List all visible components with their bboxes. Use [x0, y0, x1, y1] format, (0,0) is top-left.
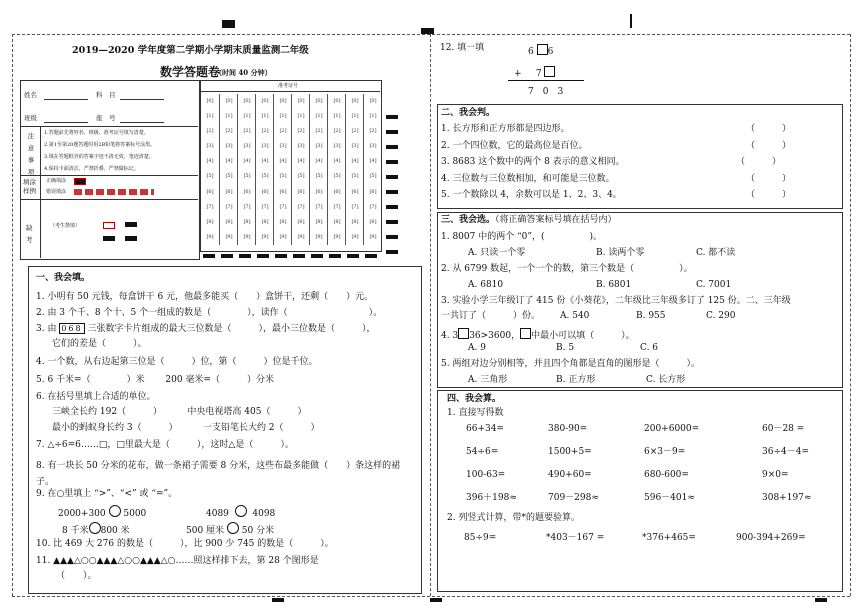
exam-id-digit[interactable]: [5] [315, 173, 323, 180]
exam-id-digit[interactable]: [0] [369, 98, 377, 104]
choice-5: 5. 两组对边分别相等，并且四个角都是直角的图形是（ ）。 [441, 359, 700, 369]
exam-id-column[interactable] [327, 94, 346, 245]
absent-sample-mark [125, 236, 137, 241]
exam-id-digit[interactable]: [4] [225, 158, 233, 165]
note-line-3: 3.填在答题框外的答案字迹不清无效，笔迹清楚。 [44, 154, 154, 160]
exam-id-digit[interactable]: [6] [261, 188, 269, 195]
vertical-calc-4: 900-394+269= [736, 533, 806, 543]
compare-circle[interactable] [227, 522, 239, 534]
addition-row-1: 6 6 [528, 44, 553, 57]
wrong-fill-label: 错误填涂 [46, 189, 67, 195]
exam-id-digit[interactable]: [6] [315, 188, 323, 195]
compare-row-2b: 500 厘米 50 分米 [186, 522, 274, 536]
name-field[interactable] [44, 99, 88, 100]
exam-id-digit[interactable]: [9] [206, 233, 214, 240]
calc-item: 396＋198≈ [466, 493, 517, 503]
exam-id-digit[interactable]: [3] [297, 143, 305, 150]
registration-mark [630, 14, 632, 28]
exam-id-column[interactable] [219, 94, 238, 245]
answer-paren[interactable]: （ ） [746, 190, 792, 200]
blank-box[interactable] [520, 328, 531, 339]
choice-4: 4. 3 36>3600， 中最小可以填（ ）。 [441, 328, 635, 341]
choice-3-c[interactable]: C. 290 [706, 311, 736, 321]
answer-paren[interactable]: （ ） [746, 124, 792, 134]
judge-item: 5. 一个数除以 4，余数可以是 1、2、3、4。 [441, 190, 622, 200]
exam-id-digit[interactable]: [0] [351, 98, 359, 104]
grid-right-marks [386, 115, 398, 257]
wrong-fill-marks [74, 189, 154, 195]
choice-2-b[interactable]: B. 6801 [596, 280, 632, 290]
exam-id-digit[interactable]: [2] [351, 128, 359, 135]
frame-bottom [12, 596, 850, 597]
exam-id-digit[interactable]: [9] [333, 233, 341, 240]
exam-id-digit[interactable]: [0] [279, 98, 287, 104]
blank-box[interactable] [458, 328, 469, 339]
frame-left [12, 34, 13, 596]
exam-id-digit[interactable]: [7] [333, 203, 341, 210]
page-subtitle: 数学答题卷 [160, 65, 221, 79]
exam-id-digit[interactable]: [1] [315, 113, 323, 120]
exam-id-digit[interactable]: [3] [243, 143, 251, 150]
frame-middle [430, 34, 431, 596]
choose-heading: 三、我会选。（将正确答案标号填在括号内） [441, 215, 617, 225]
exam-id-digit[interactable]: [4] [261, 158, 269, 165]
exam-id-digit[interactable]: [1] [261, 113, 269, 120]
compare-row-1: 2000+300 5000 [58, 505, 146, 519]
exam-id-digit[interactable]: [6] [297, 188, 305, 195]
calc-item: 308+197≈ [762, 493, 812, 503]
calc-item: 596－401≈ [644, 493, 695, 503]
exam-id-digit[interactable]: [2] [206, 128, 214, 135]
absent-sample-mark [125, 222, 137, 227]
blank-box[interactable] [544, 66, 555, 77]
exam-id-column[interactable] [273, 94, 292, 245]
choice-5-b[interactable]: B. 正方形 [556, 375, 596, 385]
exam-id-column[interactable] [291, 94, 310, 245]
exam-id-digit[interactable]: [3] [315, 143, 323, 150]
exam-id-digit[interactable]: [5] [279, 173, 287, 180]
question-2: 2. 由 3 个千、8 个十、5 个一组成的数是（ ），读作（ ）。 [36, 308, 383, 318]
absent-sample-mark [103, 236, 115, 241]
choice-1-c[interactable]: C. 都不读 [696, 248, 736, 258]
choice-3-cont: 一共订了（ ）份。 [441, 311, 541, 321]
exam-id-digit[interactable]: [7] [225, 203, 233, 210]
exam-id-digit[interactable]: [6] [225, 188, 233, 195]
exam-id-digit[interactable]: [8] [297, 218, 305, 225]
exam-id-digit[interactable]: [1] [333, 113, 341, 120]
judge-item: 4. 三位数与三位数相加，和可能是三位数。 [441, 173, 615, 184]
registration-mark [815, 598, 827, 602]
correct-fill-label: 正确填涂 [46, 178, 67, 184]
exam-id-digit[interactable]: [0] [225, 98, 233, 104]
digit-cards: 068 [61, 324, 83, 333]
exam-id-digit[interactable]: [7] [206, 203, 214, 210]
grid-bottom-marks [203, 254, 381, 258]
exam-id-digit[interactable]: [7] [279, 203, 287, 210]
compare-circle[interactable] [109, 505, 121, 517]
exam-id-digit[interactable]: [9] [351, 233, 359, 240]
choice-1-a[interactable]: A. 只读一个零 [468, 248, 526, 258]
compare-row-1b: 4089 4098 [206, 505, 275, 519]
exam-id-digit[interactable]: [9] [225, 233, 233, 240]
choice-1: 1. 8007 中的两个 “0”，( )。 [441, 232, 603, 242]
exam-id-digit[interactable]: [5] [351, 173, 359, 180]
exam-id-digit[interactable]: [8] [279, 218, 287, 225]
choice-2: 2. 从 6799 数起，一个一个的数，第三个数是（ ）。 [441, 264, 693, 274]
calc-sub-1: 1. 直接写得数 [447, 408, 504, 418]
judge-item: 2. 一个四位数，它的最高位是百位。 [441, 140, 588, 151]
exam-id-digit[interactable]: [8] [333, 218, 341, 225]
exam-id-column[interactable] [237, 94, 256, 245]
exam-id-digit[interactable]: [5] [333, 173, 341, 180]
calc-item: 54÷6= [466, 447, 499, 457]
question-4: 4. 一个数，从右边起第三位是（ ）位，第（ ）位是千位。 [36, 357, 318, 367]
exam-id-digit[interactable]: [8] [369, 218, 377, 225]
exam-id-digit[interactable]: [7] [297, 203, 305, 210]
frame-top [12, 34, 850, 35]
note-line-2: 2.第1至第20题答题时用2B铅笔将答案标号涂黑。 [44, 142, 156, 148]
exam-id-digit[interactable]: [5] [225, 173, 233, 180]
choice-3-b[interactable]: B. 955 [636, 311, 666, 321]
exam-id-digit[interactable]: [6] [279, 188, 287, 195]
section-calc-box [437, 390, 843, 592]
exam-id-digit[interactable]: [4] [315, 158, 323, 165]
calc-item: 490+60= [548, 470, 592, 480]
section-heading: 一、我会填。 [36, 273, 91, 283]
exam-id-digit[interactable]: [2] [279, 128, 287, 135]
vertical-calc-3: *376+465= [642, 533, 696, 543]
choice-2-c[interactable]: C. 7001 [696, 280, 732, 290]
registration-mark [430, 598, 442, 602]
exam-id-digit[interactable]: [3] [206, 143, 214, 150]
registration-mark [222, 20, 235, 28]
choice-4-a[interactable]: A. 9 [468, 343, 486, 353]
exam-id-digit[interactable]: [2] [225, 128, 233, 135]
exam-id-digit[interactable]: [8] [315, 218, 323, 225]
exam-id-digit[interactable]: [9] [297, 233, 305, 240]
registration-mark [272, 598, 284, 602]
question-6: 6. 在括号里填上合适的单位。 [36, 392, 156, 402]
exam-id-digit[interactable]: [3] [369, 143, 377, 150]
seat-field[interactable] [120, 122, 164, 123]
exam-id-digit[interactable]: [7] [369, 203, 377, 210]
exam-id-digit[interactable]: [4] [297, 158, 305, 165]
compare-circle[interactable] [89, 522, 101, 534]
exam-id-digit[interactable]: [4] [369, 158, 377, 165]
exam-id-digit[interactable]: [0] [297, 98, 305, 104]
calc-item: 709－298≈ [548, 493, 599, 503]
time-note: （时间 40 分钟） [215, 68, 272, 77]
exam-id-digit[interactable]: [9] [315, 233, 323, 240]
name-label: 姓名 [24, 91, 37, 99]
exam-id-digit[interactable]: [0] [315, 98, 323, 104]
calc-item: 9×0= [762, 470, 789, 480]
exam-id-digit[interactable]: [1] [351, 113, 359, 120]
calc-item: 380-90= [548, 424, 588, 434]
calc-item: 36÷4－4= [762, 447, 809, 457]
exam-id-digit[interactable]: [4] [351, 158, 359, 165]
exam-id-column[interactable] [201, 94, 219, 245]
question-1: 1. 小明有 50 元钱，每盒饼干 6 元，他最多能买（ ）盒饼干，还剩（ ）元。 [36, 292, 374, 302]
fill-sample-label: 填涂样例 [23, 178, 36, 195]
exam-id-column[interactable] [345, 94, 364, 245]
exam-id-digit[interactable]: [0] [243, 98, 251, 104]
exam-id-digit[interactable]: [5] [206, 173, 214, 180]
exam-id-column[interactable] [363, 94, 382, 245]
exam-id-digit[interactable]: [1] [297, 113, 305, 120]
question-5: 5. 6 千米=（ ）米 200 毫米=（ ）分米 [36, 375, 275, 385]
absent-note: （考生禁填） [50, 223, 81, 229]
exam-id-rule [200, 91, 380, 92]
absent-divider [20, 199, 198, 200]
frame-right [850, 34, 851, 596]
exam-id-digit[interactable]: [8] [206, 218, 214, 225]
addition-result: 7 0 3 [528, 87, 564, 97]
calc-item: 680-600= [644, 470, 689, 480]
choice-5-a[interactable]: A. 三角形 [468, 375, 508, 385]
absent-label: 缺考 [26, 224, 33, 244]
question-7: 7. △÷6=6……□，□里最大是（ ），这时△是（ ）。 [36, 440, 294, 450]
choice-5-c[interactable]: C. 长方形 [646, 375, 686, 385]
calc-item: 6×3－9= [644, 447, 686, 457]
exam-id-digit[interactable]: [5] [243, 173, 251, 180]
question-9: 9. 在○里填上 “>”、“<” 或 “=”。 [36, 489, 178, 499]
calc-item: 100-63= [466, 470, 506, 480]
exam-id-digit[interactable]: [6] [243, 188, 251, 195]
question-12: 12. 填一填 [440, 43, 485, 53]
choice-4-b[interactable]: B. 5 [556, 343, 575, 353]
question-6b: 最小的蚂蚁身长约 3（ ） 一支铅笔长大约 2（ ） [52, 423, 320, 433]
question-8: 8. 有一块长 50 分米的花布，做一条裙子需要 8 分米，这些布最多能做（ ）条这样的裙子。 [36, 461, 401, 487]
exam-id-digit[interactable]: [5] [297, 173, 305, 180]
vertical-calc-2: *403－167 = [546, 533, 605, 543]
question-6a: 三峡全长约 192（ ） 中央电视塔高 405（ ） [52, 407, 307, 417]
exam-id-digit[interactable]: [7] [243, 203, 251, 210]
correct-fill-mark [74, 178, 86, 185]
exam-id-digit[interactable]: [3] [279, 143, 287, 150]
exam-id-digit[interactable]: [1] [369, 113, 377, 120]
calc-item: 200+6000= [644, 424, 700, 434]
addition-line [508, 80, 584, 81]
calc-heading: 四、我会算。 [447, 394, 502, 404]
class-field[interactable] [44, 122, 88, 123]
exam-id-digit[interactable]: [4] [206, 158, 214, 165]
choice-2-a[interactable]: A. 6810 [468, 280, 504, 290]
exam-id-digit[interactable]: [3] [351, 143, 359, 150]
page-title: 2019—2020 学年度第二学期小学期末质量监测二年级 [72, 45, 309, 56]
exam-id-digit[interactable]: [2] [315, 128, 323, 135]
compare-row-2: 8 千米 800 米 [62, 522, 130, 536]
calc-item: 60－28 = [762, 424, 805, 434]
class-label: 班级 [24, 114, 37, 122]
exam-id-digit[interactable]: [1] [206, 113, 214, 120]
exam-id-digit[interactable]: [4] [279, 158, 287, 165]
compare-circle[interactable] [235, 505, 247, 517]
exam-id-digit[interactable]: [0] [333, 98, 341, 104]
exam-id-digit[interactable]: [3] [261, 143, 269, 150]
question-10: 10. 比 469 大 276 的数是（ ），比 900 少 745 的数是（ ）。 [36, 539, 334, 549]
answer-paren[interactable]: （ ） [736, 157, 782, 167]
calc-item: 1500+5= [548, 447, 592, 457]
choice-3-a[interactable]: A. 540 [560, 311, 590, 321]
exam-id-column[interactable] [255, 94, 274, 245]
exam-id-digit[interactable]: [1] [225, 113, 233, 120]
question-11-cont: （ ）。 [56, 571, 97, 581]
vertical-calc-1: 85÷9= [464, 533, 497, 543]
exam-id-column[interactable] [309, 94, 328, 245]
note-line-4: 4.保持卡面清洁，严禁折叠，严禁做标记。 [44, 166, 139, 172]
exam-id-digit[interactable]: [9] [369, 233, 377, 240]
exam-id-digit[interactable]: [5] [261, 173, 269, 180]
exam-id-digit[interactable]: [0] [261, 98, 269, 104]
addition-row-2: + 7 [514, 66, 555, 79]
exam-id-digit[interactable]: [2] [261, 128, 269, 135]
exam-id-digit[interactable]: [7] [315, 203, 323, 210]
exam-id-digit[interactable]: [8] [243, 218, 251, 225]
judge-heading: 二、我会判。 [441, 108, 496, 118]
exam-id-digit[interactable]: [4] [333, 158, 341, 165]
calc-item: 66+34= [466, 424, 504, 434]
calc-sub-2: 2. 列竖式计算，带*的题要验算。 [447, 513, 580, 523]
exam-id-digit[interactable]: [2] [297, 128, 305, 135]
exam-id-digit[interactable]: [9] [243, 233, 251, 240]
exam-id-digit[interactable]: [3] [225, 143, 233, 150]
question-3-cont: 它们的差是（ ）。 [52, 339, 147, 349]
exam-id-digit[interactable]: [6] [369, 188, 377, 195]
blank-box[interactable] [537, 44, 548, 55]
exam-id-digit[interactable]: [0] [206, 98, 214, 104]
choice-1-b[interactable]: B. 读两个零 [596, 248, 645, 258]
answer-paren[interactable]: （ ） [746, 173, 792, 184]
exam-id-digit[interactable]: [7] [351, 203, 359, 210]
absent-checkbox[interactable] [103, 222, 115, 229]
exam-id-digit[interactable]: [5] [369, 173, 377, 180]
exam-id-digit[interactable]: [4] [243, 158, 251, 165]
subject-label: 科 目 [96, 91, 116, 99]
choice-3: 3. 实验小学三年级订了 415 份《小葵花》，二年级比三年级多订了 125 份。二、三年级 [441, 296, 791, 306]
choice-4-c[interactable]: C. 6 [640, 343, 659, 353]
exam-id-digit[interactable]: [7] [261, 203, 269, 210]
exam-id-digit[interactable]: [6] [351, 188, 359, 195]
exam-id-digit[interactable]: [6] [206, 188, 214, 195]
question-11: 11. ▲▲▲△○○▲▲▲△○○▲▲▲△○……照这样排下去，第 28 个图形是 [36, 556, 319, 566]
exam-id-digit[interactable]: [8] [225, 218, 233, 225]
exam-id-digit[interactable]: [8] [261, 218, 269, 225]
exam-id-digit[interactable]: [2] [243, 128, 251, 135]
seat-label: 座 号 [96, 114, 116, 122]
exam-id-digit[interactable]: [2] [333, 128, 341, 135]
exam-id-label: 准考证号 [278, 83, 299, 89]
notes-label-col [40, 126, 41, 258]
notes-label: 注意事项 [27, 132, 35, 176]
exam-id-digit[interactable]: [1] [279, 113, 287, 120]
judge-item: 1. 长方形和正方形都是四边形。 [441, 124, 570, 134]
exam-id-digit[interactable]: [9] [279, 233, 287, 240]
exam-id-digit[interactable]: [3] [333, 143, 341, 150]
judge-item: 3. 8683 这个数中的两个 8 表示的意义相同。 [441, 157, 625, 167]
fill-divider [20, 175, 198, 176]
answer-paren[interactable]: （ ） [746, 140, 792, 151]
question-3: 3. 由 068 三张数字卡片组成的最大三位数是（ ），最小三位数是（ ）， [36, 324, 376, 334]
exam-id-digit[interactable]: [9] [261, 233, 269, 240]
subject-field[interactable] [120, 99, 164, 100]
exam-id-digit[interactable]: [1] [243, 113, 251, 120]
notes-divider [20, 126, 198, 127]
exam-id-digit[interactable]: [8] [351, 218, 359, 225]
note-line-1: 1.答题前先将姓名、班级、准考证号填写清楚。 [44, 130, 149, 136]
exam-id-digit[interactable]: [6] [333, 188, 341, 195]
exam-id-digit[interactable]: [2] [369, 128, 377, 135]
